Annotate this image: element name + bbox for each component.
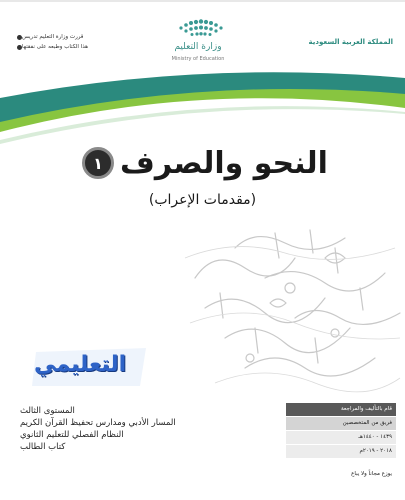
watermark-text: التعليمي <box>34 352 127 377</box>
note-line <box>14 42 134 52</box>
calligraphy-art <box>175 218 405 393</box>
gregorian-year: ٢٠١٨ - ٢٠١٩م <box>286 445 396 458</box>
book-title <box>50 138 360 188</box>
note-text-2: هذا الكتاب وطبعه على نفقتها <box>22 44 89 50</box>
title-text: النحو والصرف <box>120 145 328 181</box>
book-subtitle: (مقدمات الإعراب) <box>148 192 257 208</box>
authors-heading: قام بالتأليف والمراجعة <box>286 403 396 416</box>
publication-panel <box>286 403 396 489</box>
book-level-info <box>20 405 240 453</box>
bullet-icon <box>17 45 22 50</box>
book-type-line: كتاب الطالب <box>20 442 66 452</box>
volume-number-badge: ١ <box>82 147 114 179</box>
kingdom-label: المملكة العربية السعودية <box>308 38 393 46</box>
system-line: النظام الفصلي للتعليم الثانوي <box>20 430 124 440</box>
authors-value: فريق من المتخصصين <box>286 417 396 430</box>
ministry-logo-icon <box>175 16 227 40</box>
hijri-year: ١٤٣٩ - ١٤٤٠هـ <box>286 431 396 444</box>
track-line: المسار الأدبي ومدارس تحفيظ القرآن الكريم <box>20 418 176 428</box>
adoption-note <box>14 32 134 52</box>
ministry-name-arabic: وزارة التعليم <box>174 42 222 52</box>
note-text-1: قررت وزارة التعليم تدريس <box>22 34 84 40</box>
ministry-name-english: Ministry of Education <box>171 56 225 62</box>
free-distribution-note: يوزع مجاناً ولا يباع <box>286 468 396 481</box>
bullet-icon <box>17 35 22 40</box>
note-line <box>14 32 134 42</box>
level-line: المستوى الثالث <box>20 406 75 416</box>
